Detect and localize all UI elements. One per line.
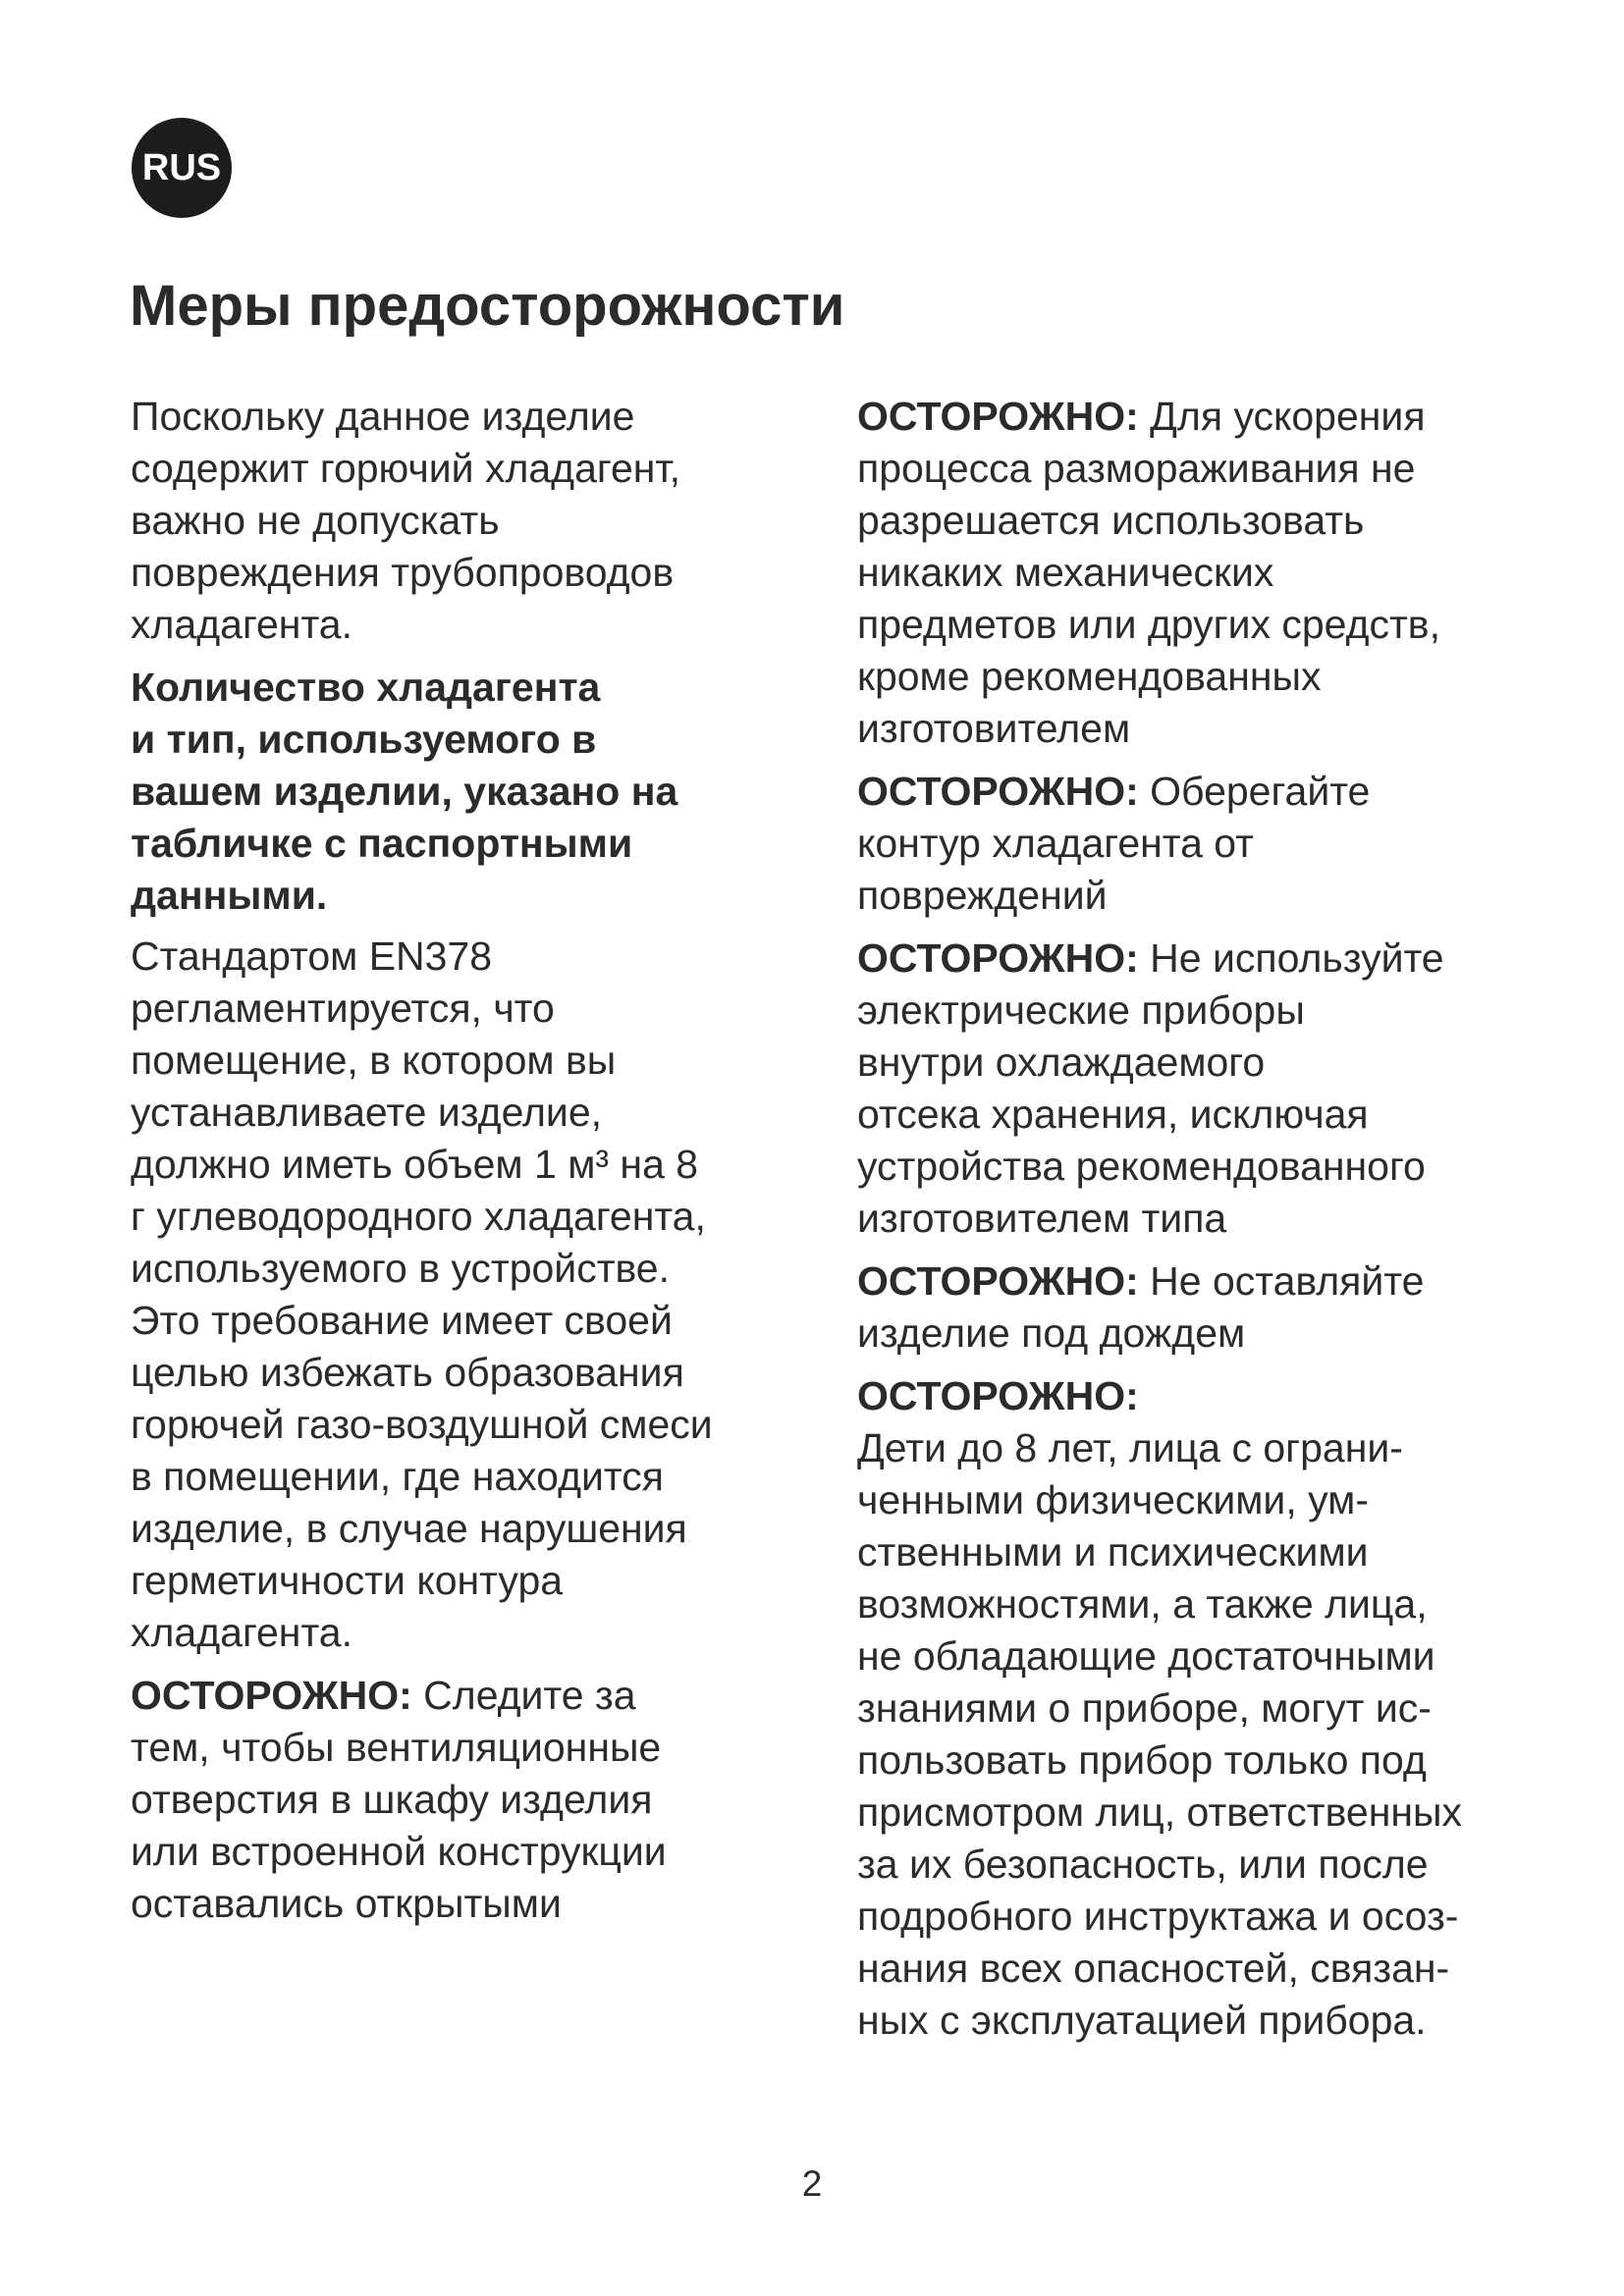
warning-electrical <box>857 933 1535 1245</box>
warning-text: Следите за тем, чтобы вентиляционные отверстия в шкафу изделия или встроенной конструкции оставались открытыми <box>131 1673 667 1926</box>
warning-label: ОСТОРОЖНО: <box>857 935 1139 981</box>
warning-text: Оберегайте контур хладагента от повреждений <box>857 769 1371 918</box>
refrigerant-notice: Количество хладагента и тип, используемого в вашем изделии, указано на табличке с паспортными данными. <box>131 665 678 918</box>
warning-text: Дети до 8 лет, лица с ограни- ченными физическими, ум- ственными и психическими возможностями, а также лица, не обладающие достаточными знаниями о приборе, могут ис- пользовать прибор только под присмотром лиц, ответственных за их безопасность, или после подробного инструктажа и осоз- нания всех опасностей, связан- ных с эксплуатацией прибора. <box>857 1425 1462 2043</box>
language-badge: RUS <box>132 118 232 218</box>
warning-label: ОСТОРОЖНО: <box>857 1258 1139 1304</box>
intro-paragraph: Поскольку данное изделие содержит горючий хладагент, важно не допускать повреждения трубопроводов хладагента. <box>131 394 681 647</box>
page-title: Меры предосторожности <box>130 274 845 338</box>
warning-rain <box>857 1255 1535 1360</box>
standard-paragraph: Стандартом EN378 регламентируется, что помещение, в котором вы устанавливаете изделие, должно иметь объем 1 м³ на 8 г углеводородного хладагента, используемого в устройстве. Это требование имеет своей целью избежать образования горючей газо-воздушной смеси в помещении, где находится изделие, в случае нарушения герметичности контура хладагента. <box>131 934 713 1655</box>
left-column <box>131 391 798 1941</box>
page-number: 2 <box>801 2163 823 2204</box>
warning-text: Не оставляйте изделие под дождем <box>857 1258 1425 1356</box>
warning-circuit <box>857 766 1535 922</box>
warning-ventilation <box>131 1670 798 1930</box>
warning-children <box>857 1370 1535 2047</box>
warning-label: ОСТОРОЖНО: <box>857 394 1139 439</box>
warning-label: ОСТОРОЖНО: <box>131 1673 412 1718</box>
right-column <box>857 391 1535 2057</box>
warning-label: ОСТОРОЖНО: <box>857 1373 1139 1418</box>
warning-label: ОСТОРОЖНО: <box>857 769 1139 814</box>
warning-text: Для ускорения процесса размораживания не разрешается использовать никаких механических предметов или других средств, кроме рекомендованных изготовителем <box>857 394 1440 751</box>
warning-defrost <box>857 391 1535 755</box>
warning-text: Не используйте электрические приборы внутри охлаждаемого отсека хранения, исключая устройства рекомендованного изготовителем типа <box>857 935 1444 1241</box>
